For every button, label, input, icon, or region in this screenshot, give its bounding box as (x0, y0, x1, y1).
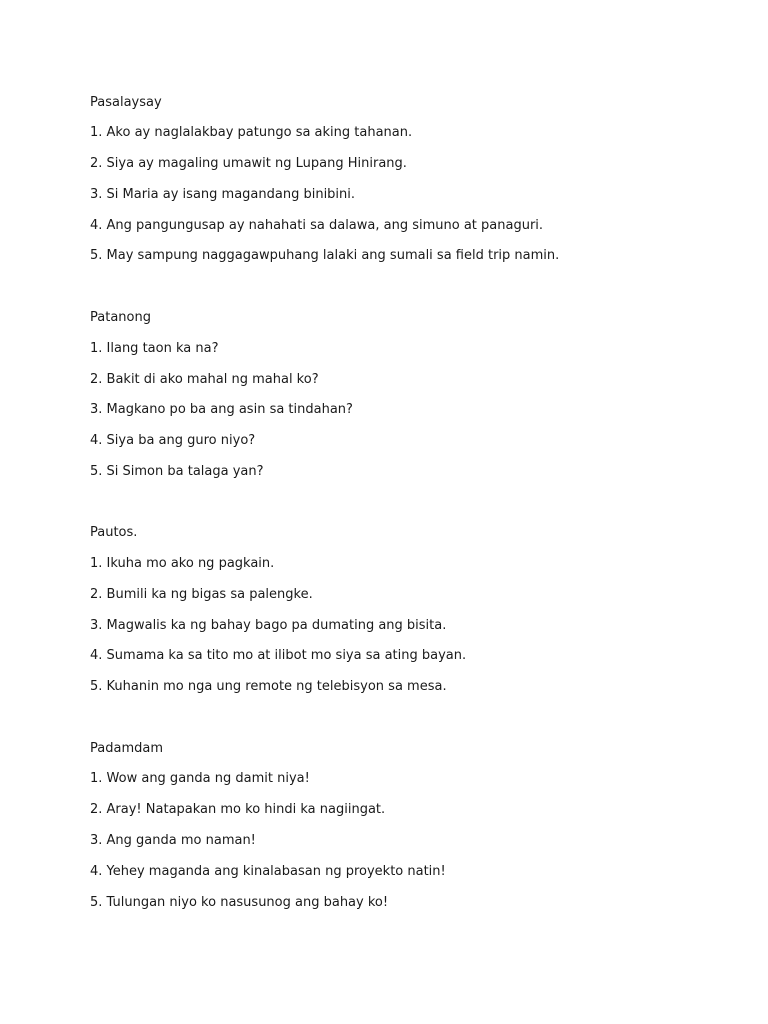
list-item: 1. Wow ang ganda ng damit niya! (90, 771, 310, 786)
list-item: 3. Magwalis ka ng bahay bago pa dumating ang bisita. (90, 618, 447, 633)
list-item: 5. Si Simon ba talaga yan? (90, 464, 264, 479)
list-item: 3. Ang ganda mo naman! (90, 833, 256, 848)
list-item: 2. Siya ay magaling umawit ng Lupang Hinirang. (90, 156, 407, 171)
list-item: 4. Siya ba ang guro niyo? (90, 433, 256, 448)
list-item: 5. Tulungan niyo ko nasusunog ang bahay ko! (90, 895, 389, 910)
list-item: 3. Si Maria ay isang magandang binibini. (90, 187, 356, 202)
section-heading-pasalaysay: Pasalaysay (90, 95, 162, 110)
list-item: 4. Yehey maganda ang kinalabasan ng proyekto natin! (90, 864, 446, 879)
list-item: 1. Ako ay naglalakbay patungo sa aking tahanan. (90, 125, 413, 140)
list-item: 2. Bumili ka ng bigas sa palengke. (90, 587, 313, 602)
list-item: 4. Sumama ka sa tito mo at ilibot mo siya sa ating bayan. (90, 648, 467, 663)
list-item: 2. Aray! Natapakan mo ko hindi ka nagiingat. (90, 802, 386, 817)
list-item: 5. Kuhanin mo nga ung remote ng telebisyon sa mesa. (90, 679, 447, 694)
list-item: 5. May sampung naggagawpuhang lalaki ang sumali sa field trip namin. (90, 248, 560, 263)
list-item: 3. Magkano po ba ang asin sa tindahan? (90, 402, 353, 417)
list-item: 1. Ilang taon ka na? (90, 341, 219, 356)
section-heading-pautos: Pautos. (90, 525, 138, 540)
section-heading-patanong: Patanong (90, 310, 151, 325)
list-item: 4. Ang pangungusap ay nahahati sa dalawa, ang simuno at panaguri. (90, 218, 544, 233)
list-item: 1. Ikuha mo ako ng pagkain. (90, 556, 275, 571)
list-item: 2. Bakit di ako mahal ng mahal ko? (90, 372, 319, 387)
section-heading-padamdam: Padamdam (90, 741, 163, 756)
